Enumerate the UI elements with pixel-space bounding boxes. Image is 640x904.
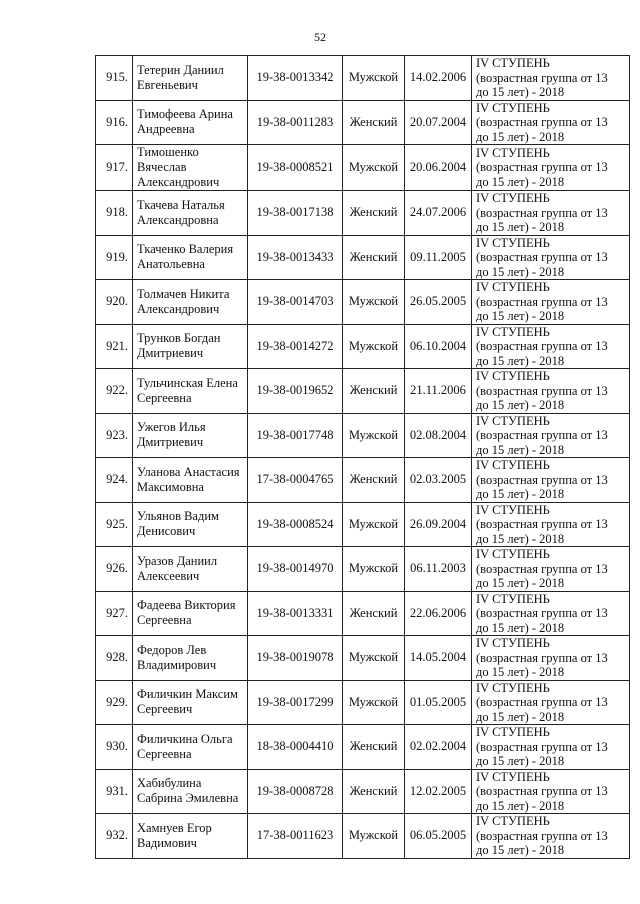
birth-date-cell: 22.06.2006 bbox=[405, 591, 472, 636]
row-number-cell: 927. bbox=[96, 591, 133, 636]
gender-cell: Женский bbox=[343, 769, 405, 814]
full-name-cell: Тульчинская Елена Сергеевна bbox=[133, 369, 248, 414]
gto-level-line: (возрастная группа от 13 bbox=[476, 517, 608, 531]
gto-level-line: до 15 лет) - 2018 bbox=[476, 442, 565, 457]
birth-date-cell: 14.05.2004 bbox=[405, 636, 472, 681]
row-number-cell: 920. bbox=[96, 280, 133, 325]
gto-level-line: IV СТУПЕНЬ bbox=[476, 56, 550, 70]
gto-level-cell bbox=[472, 458, 630, 503]
gto-level-line: (возрастная группа от 13 bbox=[476, 294, 608, 309]
gto-level-cell bbox=[472, 769, 630, 814]
gender-cell: Мужской bbox=[343, 814, 405, 859]
gender-cell: Женский bbox=[343, 100, 405, 145]
birth-date-cell: 09.11.2005 bbox=[405, 235, 472, 280]
gto-level-line: до 15 лет) - 2018 bbox=[476, 353, 565, 368]
gto-level-line: (возрастная группа от 13 bbox=[476, 160, 608, 175]
gender-cell: Женский bbox=[343, 369, 405, 414]
gto-level-cell bbox=[472, 725, 630, 770]
table-row bbox=[96, 502, 630, 547]
gto-level-line: (возрастная группа от 13 bbox=[476, 606, 608, 620]
gto-level-line: (возрастная группа от 13 bbox=[476, 383, 608, 398]
gto-level-line: IV СТУПЕНЬ bbox=[476, 680, 550, 695]
full-name-cell: Трунков Богдан Дмитриевич bbox=[133, 324, 248, 369]
gto-level-line: до 15 лет) - 2018 bbox=[476, 398, 565, 412]
full-name-cell: Толмачев Никита Александрович bbox=[133, 280, 248, 325]
gto-level-cell bbox=[472, 680, 630, 725]
registration-id-cell: 17-38-0011623 bbox=[248, 814, 343, 859]
table-row bbox=[96, 100, 630, 145]
gender-cell: Мужской bbox=[343, 56, 405, 101]
registration-id-cell: 19-38-0019652 bbox=[248, 369, 343, 414]
gto-level-line: до 15 лет) - 2018 bbox=[476, 309, 565, 323]
gto-level-line: IV СТУПЕНЬ bbox=[476, 100, 550, 115]
gto-level-line: IV СТУПЕНЬ bbox=[476, 413, 550, 428]
gto-level-cell bbox=[472, 56, 630, 101]
registration-id-cell: 19-38-0014970 bbox=[248, 547, 343, 592]
gender-cell: Мужской bbox=[343, 547, 405, 592]
gto-level-cell bbox=[472, 413, 630, 458]
gto-level-cell bbox=[472, 100, 630, 145]
gender-cell: Мужской bbox=[343, 145, 405, 191]
gto-level-cell bbox=[472, 369, 630, 414]
row-number-cell: 923. bbox=[96, 413, 133, 458]
gto-level-line: IV СТУПЕНЬ bbox=[476, 191, 550, 205]
full-name-cell: Ужегов Илья Дмитриевич bbox=[133, 413, 248, 458]
table-row bbox=[96, 680, 630, 725]
full-name-cell: Ульянов Вадим Денисович bbox=[133, 502, 248, 547]
table-row bbox=[96, 814, 630, 859]
gto-level-line: до 15 лет) - 2018 bbox=[476, 576, 565, 590]
gto-level-cell bbox=[472, 280, 630, 325]
gender-cell: Мужской bbox=[343, 502, 405, 547]
registration-id-cell: 19-38-0017748 bbox=[248, 413, 343, 458]
gender-cell: Женский bbox=[343, 725, 405, 770]
table-row bbox=[96, 56, 630, 101]
birth-date-cell: 21.11.2006 bbox=[405, 369, 472, 414]
table-row bbox=[96, 369, 630, 414]
row-number-cell: 925. bbox=[96, 502, 133, 547]
table-row bbox=[96, 324, 630, 369]
row-number-cell: 919. bbox=[96, 235, 133, 280]
table-row bbox=[96, 235, 630, 280]
birth-date-cell: 06.11.2003 bbox=[405, 547, 472, 592]
gto-level-cell bbox=[472, 591, 630, 636]
gto-level-line: до 15 лет) - 2018 bbox=[476, 129, 565, 144]
gto-level-line: IV СТУПЕНЬ bbox=[476, 280, 550, 294]
full-name-cell: Тимофеева Арина Андреевна bbox=[133, 100, 248, 145]
table-row bbox=[96, 591, 630, 636]
gto-level-line: IV СТУПЕНЬ bbox=[476, 145, 550, 160]
row-number-cell: 915. bbox=[96, 56, 133, 101]
gto-level-cell bbox=[472, 547, 630, 592]
gender-cell: Женский bbox=[343, 458, 405, 503]
gto-level-line: до 15 лет) - 2018 bbox=[476, 665, 565, 679]
full-name-cell: Тетерин Даниил Евгеньевич bbox=[133, 56, 248, 101]
registration-id-cell: 19-38-0013433 bbox=[248, 235, 343, 280]
gto-level-line: до 15 лет) - 2018 bbox=[476, 843, 565, 857]
registration-id-cell: 19-38-0014272 bbox=[248, 324, 343, 369]
gender-cell: Мужской bbox=[343, 324, 405, 369]
gto-level-cell bbox=[472, 814, 630, 859]
table-row bbox=[96, 280, 630, 325]
registration-id-cell: 19-38-0008728 bbox=[248, 769, 343, 814]
gto-level-line: (возрастная группа от 13 bbox=[476, 250, 608, 264]
gto-level-line: до 15 лет) - 2018 bbox=[476, 798, 565, 813]
gto-level-line: IV СТУПЕНЬ bbox=[476, 591, 550, 606]
gto-level-line: (возрастная группа от 13 bbox=[476, 695, 608, 709]
gto-level-line: до 15 лет) - 2018 bbox=[476, 174, 565, 189]
gto-level-line: (возрастная группа от 13 bbox=[476, 472, 608, 487]
birth-date-cell: 14.02.2006 bbox=[405, 56, 472, 101]
table-row bbox=[96, 636, 630, 681]
gto-level-cell bbox=[472, 502, 630, 547]
row-number-cell: 928. bbox=[96, 636, 133, 681]
gto-level-line: (возрастная группа от 13 bbox=[476, 115, 608, 129]
gender-cell: Мужской bbox=[343, 413, 405, 458]
registration-id-cell: 19-38-0008524 bbox=[248, 502, 343, 547]
gender-cell: Мужской bbox=[343, 680, 405, 725]
birth-date-cell: 20.07.2004 bbox=[405, 100, 472, 145]
gto-level-line: (возрастная группа от 13 bbox=[476, 784, 608, 798]
row-number-cell: 929. bbox=[96, 680, 133, 725]
full-name-cell: Тимошенко Вячеслав Александрович bbox=[133, 145, 248, 191]
table-row bbox=[96, 547, 630, 592]
gto-level-line: (возрастная группа от 13 bbox=[476, 70, 608, 85]
gto-level-line: до 15 лет) - 2018 bbox=[476, 754, 565, 768]
gender-cell: Мужской bbox=[343, 636, 405, 681]
row-number-cell: 917. bbox=[96, 145, 133, 191]
table-row bbox=[96, 191, 630, 236]
birth-date-cell: 02.02.2004 bbox=[405, 725, 472, 770]
gto-level-line: до 15 лет) - 2018 bbox=[476, 531, 565, 546]
gto-level-line: IV СТУПЕНЬ bbox=[476, 458, 550, 472]
table-row bbox=[96, 725, 630, 770]
gto-level-line: IV СТУПЕНЬ bbox=[476, 814, 550, 828]
birth-date-cell: 20.06.2004 bbox=[405, 145, 472, 191]
row-number-cell: 924. bbox=[96, 458, 133, 503]
birth-date-cell: 01.05.2005 bbox=[405, 680, 472, 725]
gto-level-line: IV СТУПЕНЬ bbox=[476, 502, 550, 517]
gto-level-line: (возрастная группа от 13 bbox=[476, 339, 608, 353]
row-number-cell: 918. bbox=[96, 191, 133, 236]
registration-id-cell: 19-38-0011283 bbox=[248, 100, 343, 145]
page-number: 52 bbox=[314, 30, 326, 44]
gto-level-line: (возрастная группа от 13 bbox=[476, 428, 608, 442]
birth-date-cell: 24.07.2006 bbox=[405, 191, 472, 236]
gto-level-line: IV СТУПЕНЬ bbox=[476, 324, 550, 339]
row-number-cell: 921. bbox=[96, 324, 133, 369]
registration-id-cell: 19-38-0017299 bbox=[248, 680, 343, 725]
gto-level-line: до 15 лет) - 2018 bbox=[476, 220, 565, 234]
birth-date-cell: 02.08.2004 bbox=[405, 413, 472, 458]
full-name-cell: Хамнуев Егор Вадимович bbox=[133, 814, 248, 859]
gto-level-line: IV СТУПЕНЬ bbox=[476, 547, 550, 561]
gto-level-cell bbox=[472, 636, 630, 681]
gto-level-line: (возрастная группа от 13 bbox=[476, 650, 608, 665]
registration-id-cell: 19-38-0014703 bbox=[248, 280, 343, 325]
gto-level-line: IV СТУПЕНЬ bbox=[476, 636, 550, 650]
birth-date-cell: 02.03.2005 bbox=[405, 458, 472, 503]
table-row bbox=[96, 769, 630, 814]
table-row bbox=[96, 145, 630, 191]
row-number-cell: 926. bbox=[96, 547, 133, 592]
gto-level-line: IV СТУПЕНЬ bbox=[476, 235, 550, 250]
gto-level-line: до 15 лет) - 2018 bbox=[476, 620, 565, 635]
table-row bbox=[96, 458, 630, 503]
gto-level-line: (возрастная группа от 13 bbox=[476, 739, 608, 754]
gto-level-line: до 15 лет) - 2018 bbox=[476, 709, 565, 724]
full-name-cell: Ткачева Наталья Александровна bbox=[133, 191, 248, 236]
registration-id-cell: 19-38-0019078 bbox=[248, 636, 343, 681]
full-name-cell: Филичкина Ольга Сергеевна bbox=[133, 725, 248, 770]
registration-id-cell: 17-38-0004765 bbox=[248, 458, 343, 503]
gto-level-line: до 15 лет) - 2018 bbox=[476, 85, 565, 99]
row-number-cell: 932. bbox=[96, 814, 133, 859]
row-number-cell: 916. bbox=[96, 100, 133, 145]
gto-level-line: (возрастная группа от 13 bbox=[476, 828, 608, 843]
registration-id-cell: 19-38-0013342 bbox=[248, 56, 343, 101]
gender-cell: Мужской bbox=[343, 280, 405, 325]
full-name-cell: Филичкин Максим Сергеевич bbox=[133, 680, 248, 725]
full-name-cell: Уланова Анастасия Максимовна bbox=[133, 458, 248, 503]
full-name-cell: Ткаченко Валерия Анатольевна bbox=[133, 235, 248, 280]
registration-id-cell: 19-38-0008521 bbox=[248, 145, 343, 191]
birth-date-cell: 26.05.2005 bbox=[405, 280, 472, 325]
registration-id-cell: 19-38-0013331 bbox=[248, 591, 343, 636]
gto-level-line: IV СТУПЕНЬ bbox=[476, 769, 550, 784]
records-table bbox=[95, 55, 630, 859]
gender-cell: Женский bbox=[343, 591, 405, 636]
gto-level-cell bbox=[472, 191, 630, 236]
row-number-cell: 931. bbox=[96, 769, 133, 814]
gto-level-line: IV СТУПЕНЬ bbox=[476, 725, 550, 739]
gto-level-cell bbox=[472, 145, 630, 191]
gto-level-cell bbox=[472, 324, 630, 369]
birth-date-cell: 26.09.2004 bbox=[405, 502, 472, 547]
gto-level-line: до 15 лет) - 2018 bbox=[476, 264, 565, 279]
gto-level-line: IV СТУПЕНЬ bbox=[476, 369, 550, 383]
gender-cell: Женский bbox=[343, 235, 405, 280]
records-table-body bbox=[96, 56, 630, 859]
gto-level-line: (возрастная группа от 13 bbox=[476, 205, 608, 220]
row-number-cell: 930. bbox=[96, 725, 133, 770]
gto-level-line: (возрастная группа от 13 bbox=[476, 561, 608, 576]
full-name-cell: Фадеева Виктория Сергеевна bbox=[133, 591, 248, 636]
gto-level-line: до 15 лет) - 2018 bbox=[476, 487, 565, 501]
birth-date-cell: 12.02.2005 bbox=[405, 769, 472, 814]
full-name-cell: Уразов Даниил Алексеевич bbox=[133, 547, 248, 592]
row-number-cell: 922. bbox=[96, 369, 133, 414]
gender-cell: Женский bbox=[343, 191, 405, 236]
birth-date-cell: 06.10.2004 bbox=[405, 324, 472, 369]
birth-date-cell: 06.05.2005 bbox=[405, 814, 472, 859]
registration-id-cell: 18-38-0004410 bbox=[248, 725, 343, 770]
gto-level-cell bbox=[472, 235, 630, 280]
full-name-cell: Хабибулина Сабрина Эмилевна bbox=[133, 769, 248, 814]
full-name-cell: Федоров Лев Владимирович bbox=[133, 636, 248, 681]
table-row bbox=[96, 413, 630, 458]
registration-id-cell: 19-38-0017138 bbox=[248, 191, 343, 236]
